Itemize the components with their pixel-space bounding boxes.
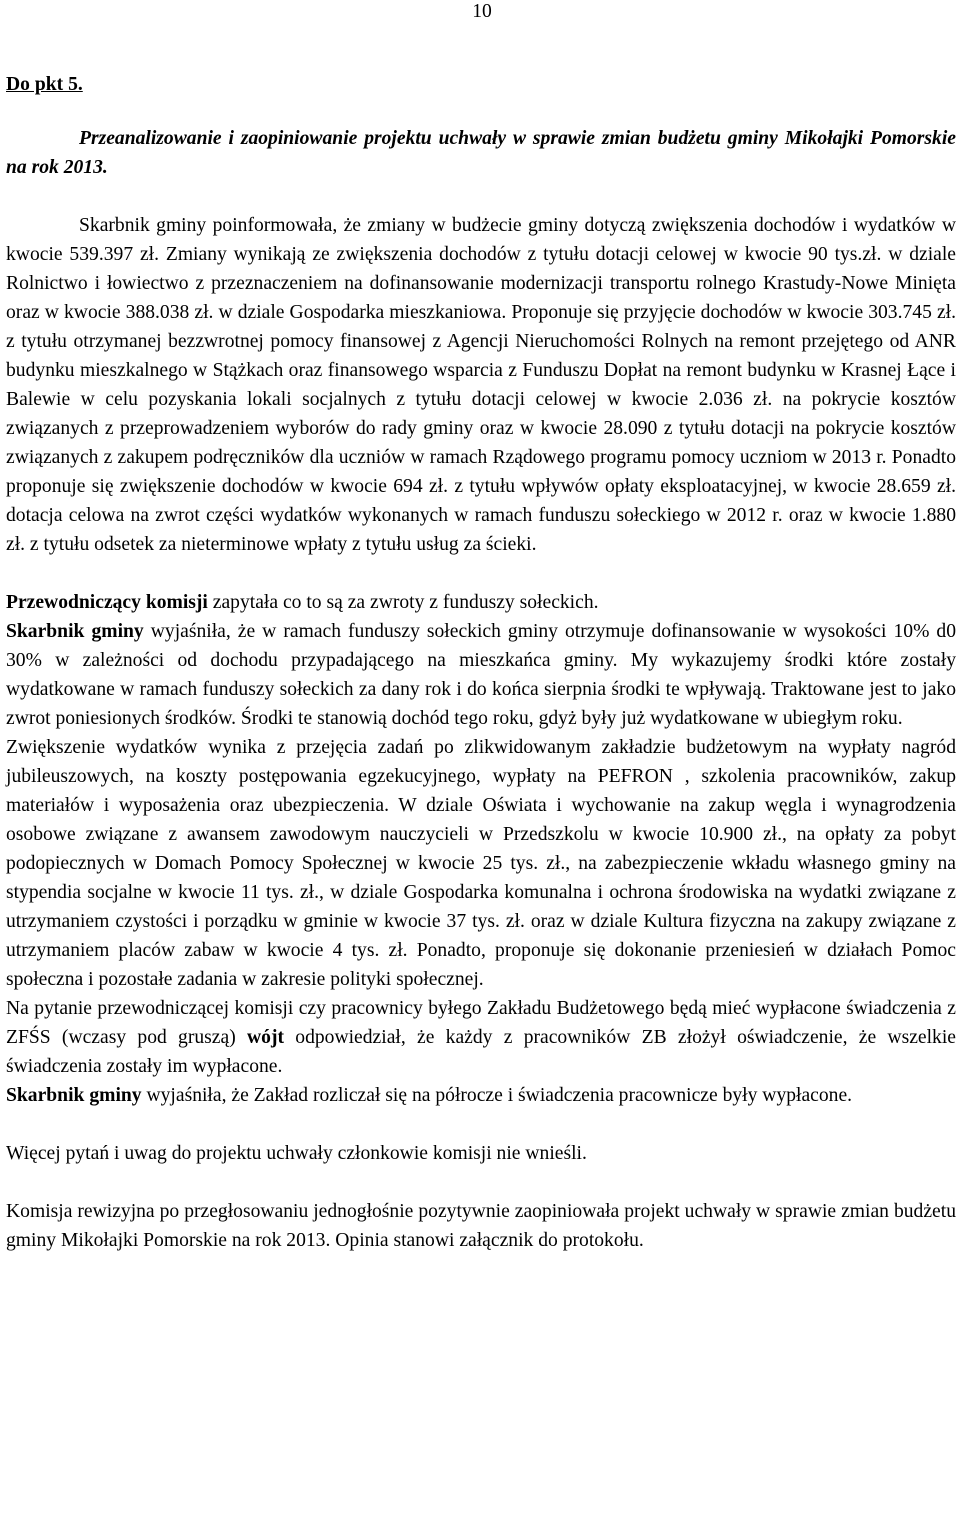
speaker-name: Skarbnik gminy — [6, 1085, 142, 1106]
paragraph-text: wyjaśniła, że w ramach funduszy sołeckich gminy otrzymuje dofinansowanie w wysokości 10% d0 30% w zależności od dochodu przypadającego na mieszkańca gminy. My wykazujemy środki które zostały wydatkowane w ramach funduszy sołeckich za dany rok i do końca sierpnia środki te wpływają. Traktowane jest to jako zwrot poniesionych środków. Środki te stanowią dochód tego roku, gdyż były już wydatkowane w ubiegłym roku. — [6, 621, 957, 729]
expenditures-paragraph: Zwiększenie wydatków wynika z przejęcia zadań po zlikwidowanym zakładzie budżetowym na wypłaty nagród jubileuszowych, na koszty postępowania egzekucyjnego, wypłaty na PEFRON , szkolenia pracowników, zakup materiałów i wyposażenia oraz ubezpieczenia. W dziale Oświata i wychowanie na zakup węgla i wynagrodzenia osobowe związane z awansem zawodowym nauczycieli w Przedszkolu w kwocie 10.900 zł., na opłaty za pobyt podopiecznych w Domach Pomocy Społecznej w kwocie 25 tys. zł., na zabezpieczenie wkładu własnego gminy na stypendia socjalne w kwocie 11 tys. zł., w dziale Gospodarka komunalna i ochrona środowiska na wydatki związane z utrzymaniem czystości i porządku w gminie w kwocie 37 tys. zł. oraz w dziale Kultura fizyczna na zakupy związane z utrzymaniem placów zabaw w kwocie 4 tys. zł. Ponadto, proponuje się dokonanie przeniesień w działach Pomoc społeczna i pozostałe zadania w zakresie polityki społecznej. — [6, 737, 956, 990]
conclusion-paragraph: Komisja rewizyjna po przegłosowaniu jednogłośnie pozytywnie zaopiniowała projekt uchwały w sprawie zmian budżetu gminy Mikołajki Pomorskie na rok 2013. Opinia stanowi załącznik do protokołu. — [6, 1201, 956, 1251]
no-more-questions-paragraph: Więcej pytań i uwag do projektu uchwały członkowie komisji nie wnieśli. — [6, 1143, 587, 1164]
treasurer-answer-paragraph — [6, 617, 956, 733]
document-body — [6, 70, 956, 1255]
treasurer-intro-paragraph: Skarbnik gminy poinformowała, że zmiany w budżecie gminy dotyczą zwiększenia dochodów i wydatków w kwocie 539.397 zł. Zmiany wynikają ze zwiększenia dochodów z tytułu dotacji celowej w kwocie 90 tys.zł. w dziale Rolnictwo i łowiectwo z przeznaczeniem na dofinansowanie modernizacji transportu rolnego Krastudy-Nowe Minięta oraz w kwocie 388.038 zł. w dziale Gospodarka mieszkaniowa. Proponuje się przyjęcie dochodów w kwocie 303.745 zł. z tytułu otrzymanej bezzwrotnej pomocy finansowej z Agencji Nieruchomości Rolnych na remont przejętego od ANR budynku mieszkalnego w Stążkach oraz finansowego wsparcia z Funduszu Dopłat na remont budynku w Krasnej Łące i Balewie w celu pozyskania lokali socjalnych z tytułu dotacji celowej w kwocie 2.036 zł. na pokrycie kosztów związanych z przeprowadzeniem wyborów do rady gminy oraz w kwocie 28.090 z tytułu dotacji na pokrycie kosztów związanych z zakupem podręczników dla uczniów w ramach Rządowego programu pomocy uczniom w 2013 r. Ponadto proponuje się zwiększenie dochodów w kwocie 694 zł. z tytułu wpływów opłaty eksploatacyjnej, w kwocie 28.659 zł. dotacja celowa na zwrot części wydatków wykonanych w ramach funduszu sołeckiego w 2012 r. oraz w kwocie 1.880 zł. z tytułu odsetek za nieterminowe wpłaty z tytułu usług za ścieki. — [6, 215, 956, 555]
section-heading: Do pkt 5. — [6, 74, 83, 95]
zfss-question-paragraph — [6, 994, 956, 1081]
paragraph-text: zapytała co to są za zwroty z funduszy sołeckich. — [207, 592, 599, 613]
agenda-item-title: Przeanalizowanie i zaopiniowanie projektu uchwały w sprawie zmian budżetu gminy Mikołajki Pomorskie na rok 2013. — [6, 128, 956, 178]
paragraph-text: wyjaśniła, że Zakład rozliczał się na półrocze i świadczenia pracownicze były wypłacone. — [141, 1085, 853, 1106]
paragraph-text: Na pytanie przewodniczącej komisji czy pracownicy byłego Zakładu Budżetowego będą mieć wypłacone świadczenia z ZFŚS (wczasy pod gruszą) — [6, 998, 956, 1048]
speaker-name: Skarbnik gminy — [6, 621, 144, 642]
paragraph-text: odpowiedział, że każdy z pracowników ZB złożył oświadczenie, że wszelkie świadczenia zostały im wypłacone. — [6, 1027, 956, 1077]
treasurer-second-answer-paragraph — [6, 1081, 956, 1110]
speaker-name: wójt — [247, 1027, 284, 1048]
speaker-name: Przewodniczący komisji — [6, 592, 208, 613]
chair-question-paragraph — [6, 588, 956, 617]
page-number: 10 — [472, 1, 492, 22]
